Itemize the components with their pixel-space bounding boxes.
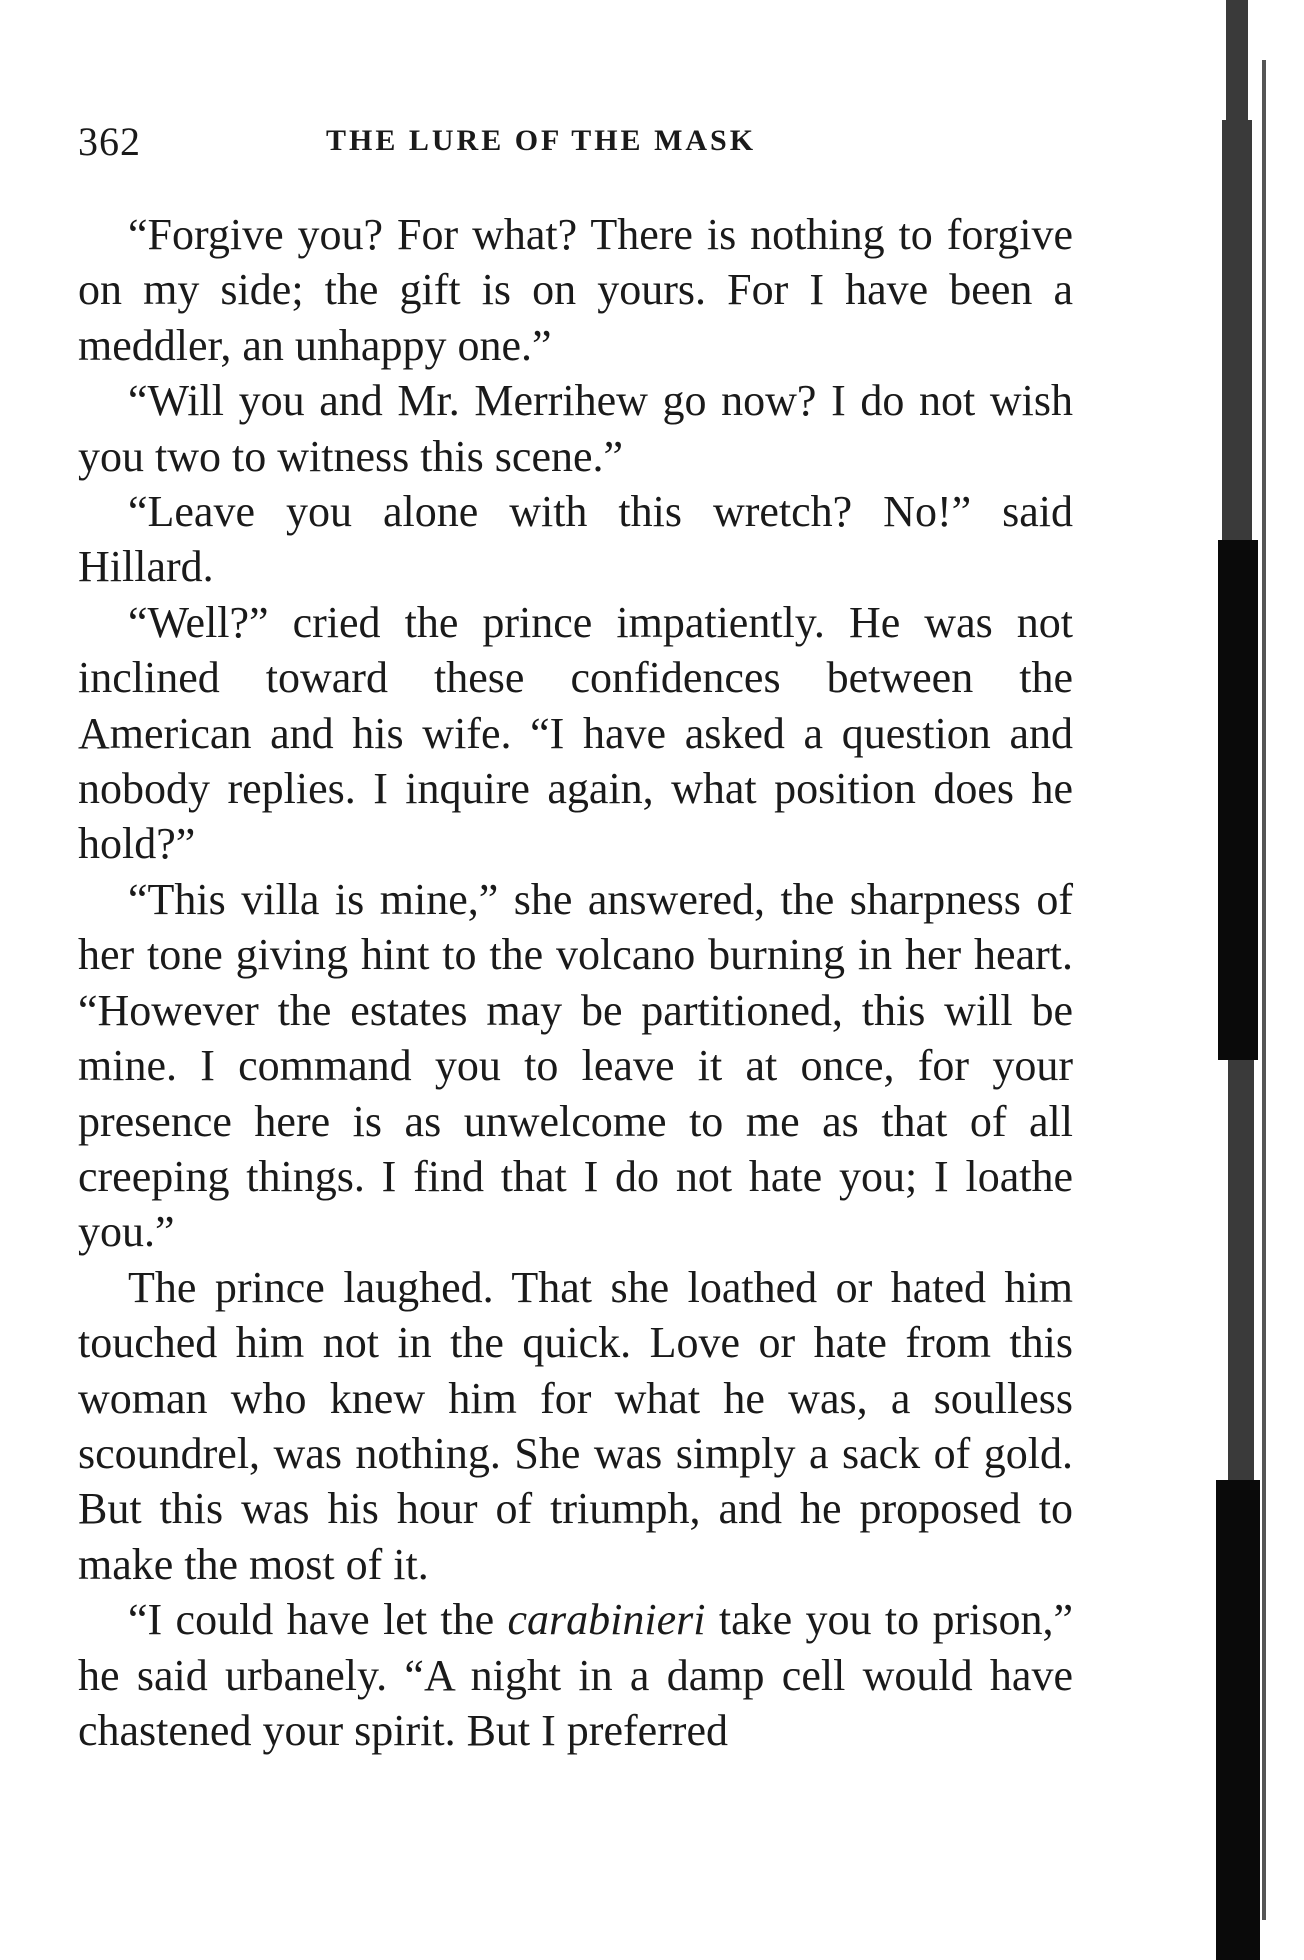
paragraph: “Forgive you? For what? There is nothing to forgive on my side; the gift is on yours. For I have been a meddler, an unhappy one.” xyxy=(78,210,1073,370)
italic-word: carabinieri xyxy=(507,1595,706,1645)
paragraph xyxy=(78,1592,1073,1758)
body-text xyxy=(78,207,1073,1758)
paragraph-text: take you to prison,” he said urbanely. “A night in a damp cell would have chastened your spirit. But I preferred xyxy=(78,1595,1073,1755)
page-header xyxy=(78,118,1073,168)
paragraph: “Well?” cried the prince impatiently. He was not inclined toward these confidences between the American and his wife. “I have asked a question and nobody replies. I inquire again, what position does he hold?” xyxy=(78,597,1073,869)
paragraph-text: “I could have let the xyxy=(128,1595,508,1645)
binding-shadow xyxy=(1222,120,1252,540)
binding-shadow xyxy=(1218,540,1258,1060)
running-title: THE LURE OF THE MASK xyxy=(326,124,757,157)
binding-shadow xyxy=(1216,1480,1260,1960)
page-edge-line xyxy=(1262,60,1266,1920)
paragraph: “Leave you alone with this wretch? No!” said Hillard. xyxy=(78,487,1073,592)
paragraph: “This villa is mine,” she answered, the sharpness of her tone giving hint to the volcano burning in her heart. “However the estates may be partitioned, this will be mine. I command you to leave it at once, for your presence here is as unwelcome to me as that of all creeping things. I find that I do not hate you; I loathe you.” xyxy=(78,874,1073,1257)
paragraph: “Will you and Mr. Merrihew go now? I do not wish you two to witness this scene.” xyxy=(78,376,1073,481)
binding-shadow xyxy=(1226,0,1248,120)
binding-shadow xyxy=(1228,1060,1254,1480)
paragraph: The prince laughed. That she loathed or hated him touched him not in the quick. Love or hate from this woman who knew him for what he was, a soulless scoundrel, was nothing. She was simply a sack of gold. But this was his hour of triumph, and he proposed to make the most of it. xyxy=(78,1262,1073,1589)
page-number: 362 xyxy=(78,119,141,164)
